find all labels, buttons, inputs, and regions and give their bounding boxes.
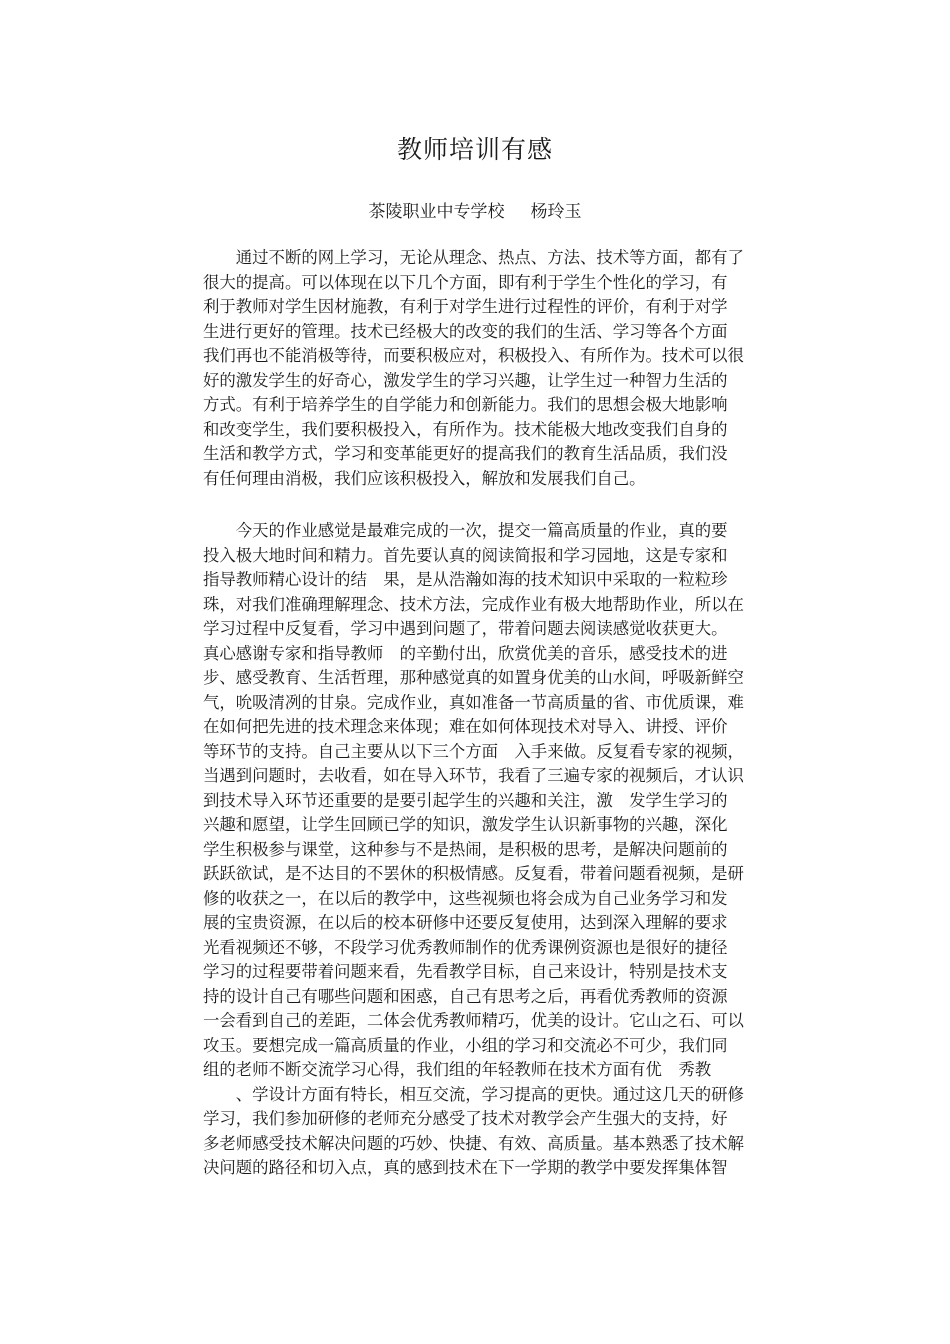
paragraph-line: 等环节的支持。自己主要从以下三个方面 入手来做。反复看专家的视频， (203, 741, 744, 761)
paragraph-line: 生进行更好的管理。技术已经极大的改变的我们的生活、学习等各个方面 (203, 321, 728, 341)
byline (0, 199, 950, 225)
paragraph-line: 步、感受教育、生活哲理，那种感觉真的如置身优美的山水间，呼吸新鲜空 (203, 668, 744, 687)
paragraph-line: 生活和教学方式，学习和变革能更好的提高我们的教育生活品质，我们没 (203, 444, 728, 463)
paragraph-line: 学习，我们参加研修的老师充分感受了技术对教学会产生强大的支持，好 (203, 1109, 728, 1128)
paragraph-line: 兴趣和愿望，让学生回顾已学的知识，激发学生认识新事物的兴趣，深化 (203, 815, 728, 834)
paragraph-line: 珠，对我们准确理解理念、技术方法，完成作业有极大地帮助作业，所以在 (203, 594, 744, 614)
paragraph-line: 我们再也不能消极等待，而要积极应对，积极投入、有所作为。技术可以很 (203, 346, 744, 365)
paragraph-1 (203, 246, 813, 491)
paragraph-line: 展的宝贵资源，在以后的校本研修中还要反复使用，达到深入理解的要求 (203, 913, 728, 932)
paragraph-line: 到技术导入环节还重要的是要引起学生的兴趣和关注，激 发学生学习的 (203, 790, 728, 810)
paragraph-line: 真心感谢专家和指导教师 的辛勤付出，欣赏优美的音乐，感受技术的进 (203, 643, 728, 663)
document-title: 教师培训有感 (396, 135, 553, 164)
paragraph-line: 攻玉。要想完成一篇高质量的作业，小组的学习和交流必不可少，我们同 (203, 1035, 728, 1055)
paragraph-line: 通过不断的网上学习，无论从理念、热点、方法、技术等方面，都有了 (203, 248, 744, 267)
paragraph-line: 一会看到自己的差距，二体会优秀教师精巧，优美的设计。它山之石、可以 (203, 1011, 744, 1030)
paragraph-line: 好的激发学生的好奇心，激发学生的学习兴趣，让学生过一种智力生活的 (203, 370, 728, 390)
paragraph-line: 、学设计方面有特长，相互交流，学习提高的更快。通过这几天的研修 (203, 1084, 744, 1104)
paragraph-line: 投入极大地时间和精力。首先要认真的阅读简报和学习园地，这是专家和 (203, 545, 728, 565)
paragraph-line: 持的设计自己有哪些问题和困惑，自己有思考之后，再看优秀教师的资源 (203, 986, 728, 1006)
paragraph-line: 学习过程中反复看，学习中遇到问题了，带着问题去阅读感觉收获更大。 (203, 619, 728, 638)
paragraph-line: 和改变学生，我们要积极投入，有所作为。技术能极大地改变我们自身的 (203, 419, 728, 439)
paragraph-line: 学生积极参与课堂，这种参与不是热闹，是积极的思考，是解决问题前的 (203, 839, 728, 859)
byline-school: 茶陵职业中专学校 (368, 202, 505, 222)
paragraph-line: 利于教师对学生因材施教，有利于对学生进行过程性的评价，有利于对学 (203, 297, 728, 316)
paragraph-line: 多老师感受技术解决问题的巧妙、快捷、有效、高质量。基本熟悉了技术解 (203, 1133, 744, 1153)
paragraph-line: 有任何理由消极，我们应该积极投入，解放和发展我们自己。 (203, 468, 646, 488)
paragraph-line: 气，吮吸清冽的甘泉。完成作业，真如准备一节高质量的省、市优质课，难 (203, 692, 744, 712)
paragraph-line: 在如何把先进的技术理念来体现；难在如何体现技术对导入、讲授、评价 (203, 717, 728, 736)
paragraph-line: 跃跃欲试，是不达目的不罢休的积极情感。反复看，带着问题看视频，是研 (203, 864, 744, 883)
paragraph-line: 很大的提高。可以体现在以下几个方面，即有利于学生个性化的学习，有 (203, 272, 728, 292)
paragraph-line: 方式。有利于培养学生的自学能力和创新能力。我们的思想会极大地影响 (203, 395, 728, 414)
byline-author: 杨玲玉 (530, 202, 582, 222)
paragraph-line: 指导教师精心设计的结 果，是从浩瀚如海的技术知识中采取的一粒粒珍 (203, 570, 728, 589)
paragraph-line: 决问题的路径和切入点，真的感到技术在下一学期的教学中要发挥集体智 (203, 1158, 728, 1177)
paragraph-line: 修的收获之一，在以后的教学中，这些视频也将会成为自己业务学习和发 (203, 888, 728, 908)
paragraph-line: 今天的作业感觉是最难完成的一次，提交一篇高质量的作业，真的要 (203, 521, 728, 540)
paragraph-line: 光看视频还不够，不段学习优秀教师制作的优秀课例资源也是很好的捷径 (203, 937, 728, 957)
paragraph-line: 当遇到问题时，去收看，如在导入环节，我看了三遍专家的视频后，才认识 (203, 766, 744, 785)
paragraph-line: 学习的过程要带着问题来看，先看教学目标，自己来设计，特别是技术支 (203, 962, 728, 981)
paragraph-2 (203, 519, 813, 1181)
paragraph-line: 组的老师不断交流学习心得，我们组的年轻教师在技术方面有优 秀教 (203, 1060, 712, 1079)
